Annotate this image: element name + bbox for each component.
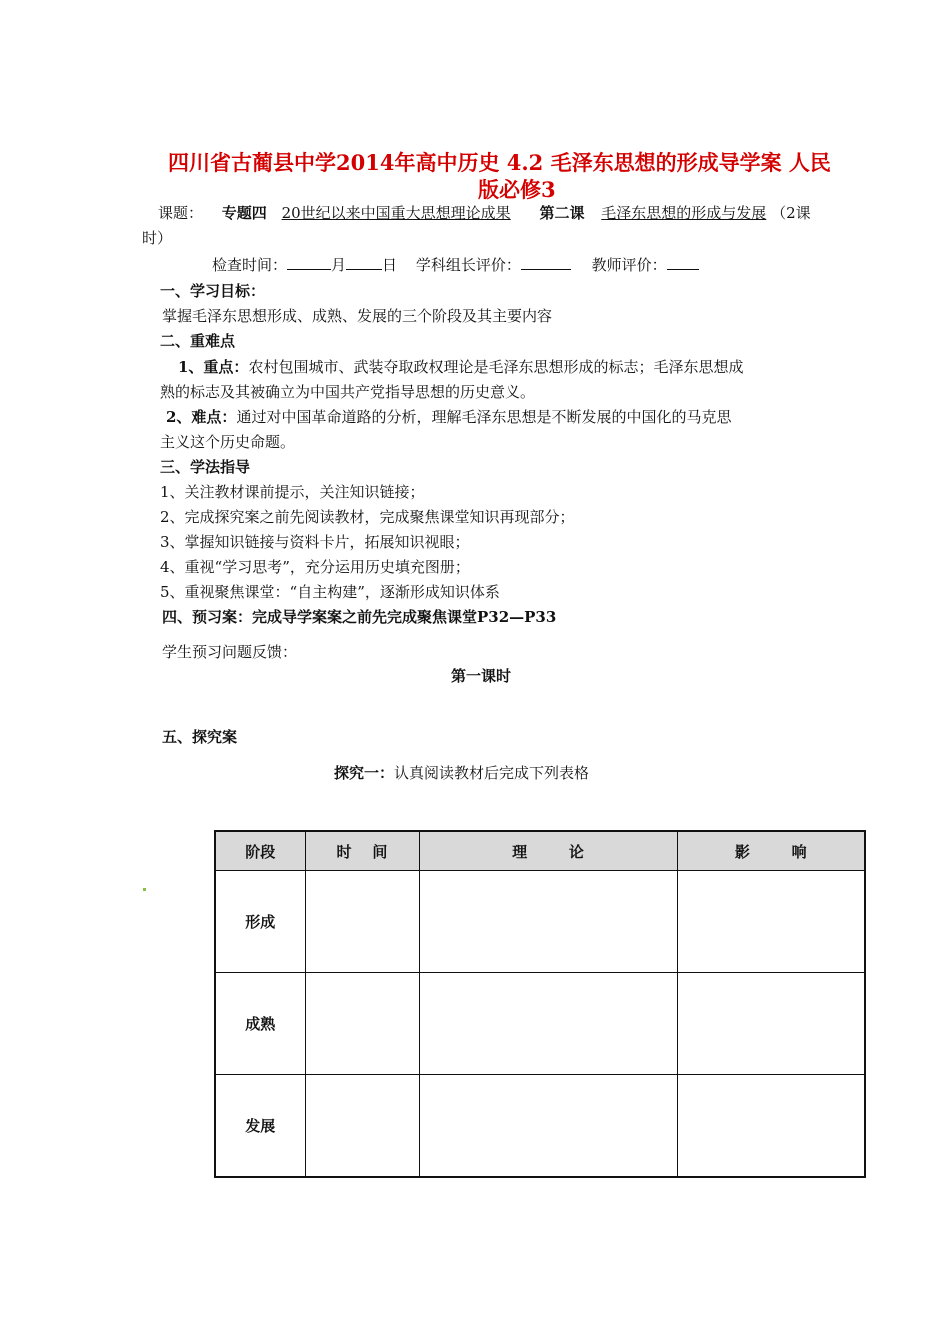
header-influence: 影 响 (677, 831, 865, 871)
course-label: 课题： (158, 204, 204, 222)
stage-table (214, 830, 866, 1178)
period-heading: 第一课时 (451, 667, 512, 685)
stray-mark (143, 888, 146, 891)
doc-title-line1: 四川省古蔺县中学2014年高中历史 4.2 毛泽东思想的形成导学案 人民 (168, 150, 831, 175)
difficulty-point (166, 406, 731, 427)
teacher-eval-label: 教师评价： (591, 256, 667, 274)
day-label: 日 (382, 256, 398, 274)
method-item: 4、重视“学习思考”，充分运用历史填充图册； (160, 558, 470, 576)
key-point (178, 356, 743, 377)
header-time: 时 间 (305, 831, 419, 871)
lesson-label: 第二课 (539, 204, 585, 222)
time-cell[interactable] (305, 871, 419, 973)
header-stage: 阶段 (215, 831, 305, 871)
lesson-hours-end: 时） (142, 229, 173, 247)
preview-feedback: 学生预习问题反馈： (162, 643, 298, 661)
key-text-cont: 熟的标志及其被确立为中国共产党指导思想的历史意义。 (160, 383, 536, 401)
stage-cell: 发展 (215, 1075, 305, 1178)
table-row (215, 871, 865, 973)
stage-cell: 成熟 (215, 973, 305, 1075)
lesson-hours: （2课 (771, 204, 811, 222)
topic-label: 专题四 (221, 204, 267, 222)
section-3-heading: 三、学法指导 (160, 458, 251, 476)
day-blank[interactable] (346, 255, 382, 270)
teacher-eval-blank[interactable] (667, 255, 699, 270)
explore-one (334, 762, 589, 783)
header-theory: 理 论 (419, 831, 677, 871)
topic-name: 20世纪以来中国重大思想理论成果 (281, 204, 511, 222)
difficulty-label: 2、难点： (166, 408, 237, 426)
influence-cell[interactable] (677, 1075, 865, 1178)
explore-label: 探究一： (334, 764, 395, 782)
difficulty-text: 通过对中国革命道路的分析，理解毛泽东思想是不断发展的中国化的马克思 (236, 408, 732, 426)
group-eval-label: 学科组长评价： (415, 256, 521, 274)
method-item: 1、关注教材课前提示，关注知识链接； (160, 483, 425, 501)
table-row (215, 1075, 865, 1178)
check-line (212, 254, 699, 275)
course-line (158, 202, 811, 223)
group-eval-blank[interactable] (521, 255, 571, 270)
theory-cell[interactable] (419, 973, 677, 1075)
table-row (215, 973, 865, 1075)
theory-cell[interactable] (419, 1075, 677, 1178)
theory-cell[interactable] (419, 871, 677, 973)
time-cell[interactable] (305, 973, 419, 1075)
month-blank[interactable] (287, 255, 331, 270)
section-1-heading: 一、学习目标： (160, 282, 266, 300)
influence-cell[interactable] (677, 973, 865, 1075)
month-label: 月 (331, 256, 347, 274)
key-text: 农村包围城市、武装夺取政权理论是毛泽东思想形成的标志；毛泽东思想成 (248, 358, 744, 376)
doc-title-line2: 版必修3 (478, 177, 556, 202)
difficulty-text-cont: 主义这个历史命题。 (160, 433, 296, 451)
method-item: 5、重视聚焦课堂：“自主构建”，逐渐形成知识体系 (160, 583, 500, 601)
section-2-heading: 二、重难点 (160, 332, 236, 350)
stage-cell: 形成 (215, 871, 305, 973)
influence-cell[interactable] (677, 871, 865, 973)
method-item: 3、掌握知识链接与资料卡片，拓展知识视眼； (160, 533, 470, 551)
section-4-heading: 四、预习案：完成导学案案之前先完成聚焦课堂P32—P33 (162, 608, 557, 626)
explore-text: 认真阅读教材后完成下列表格 (394, 764, 590, 782)
check-time-label: 检查时间： (212, 256, 288, 274)
key-label: 1、重点： (178, 358, 249, 376)
section-1-text: 掌握毛泽东思想形成、成熟、发展的三个阶段及其主要内容 (162, 307, 553, 325)
time-cell[interactable] (305, 1075, 419, 1178)
section-5-heading: 五、探究案 (162, 728, 238, 746)
lesson-name: 毛泽东思想的形成与发展 (601, 204, 767, 222)
table-header-row (215, 831, 865, 871)
method-item: 2、完成探究案之前先阅读教材，完成聚焦课堂知识再现部分； (160, 508, 575, 526)
